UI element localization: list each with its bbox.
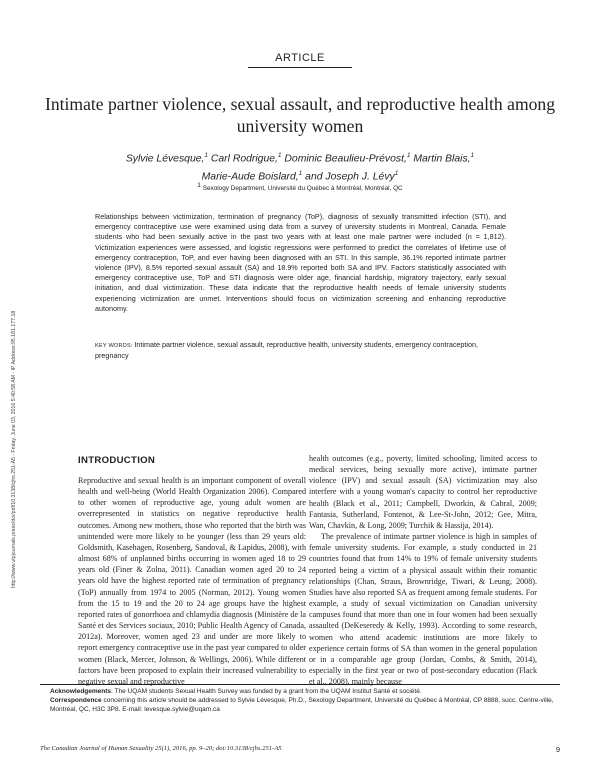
correspondence-note xyxy=(50,696,555,714)
author-affiliation-marker: 1 xyxy=(394,169,399,177)
abstract: Relationships between victimization, termination of pregnancy (ToP), diagnosis of sexually transmitted infection (STI), and emergency contraceptive use were examined using data from a survey of university students in Montreal, Canada. Female students who had been sexually active in the past two years with at least one male partner were included (n = 1,812). Victimization experiences were assessed, and logistic regressions were performed to predict the correlates of lifetime use of emergency contraception, ToP, and ever having been diagnosed with an STI. In this sample, 36.1% reported intimate partner violence (IPV), 8.5% reported sexual assault (SA) and 18.9% reported both SA and IPV. Factors statistically associated with emergency contraceptive use, ToP and STI diagnosis were older age, financial hardship, migratory trajectory, early sexual initiation, and dual victimization. These data indicate that the reproductive health needs of female university students experiencing victimization are unmet. Interventions should focus on victimization screening and enhancing reproductive autonomy. xyxy=(95,212,506,313)
acknowledgements-note xyxy=(50,687,555,696)
header-rule xyxy=(248,67,352,68)
author-line-1 xyxy=(60,149,540,167)
author-name: Martin Blais, xyxy=(410,153,471,165)
keywords-text: Intimate partner violence, sexual assault, reproductive health, university students, emergency contraception, pregnancy xyxy=(95,340,478,361)
acknowledgements-label: Acknowledgements xyxy=(50,688,112,695)
body-column-right xyxy=(309,453,537,687)
body-paragraph: Reproductive and sexual health is an important component of overall health and well-being (World Health Organization 2006). Compared to other women of reproductive age, young adult women are overrepresented in statistics on negative reproductive health outcomes. Among new mothers, those who reported that the birth was unintended were more likely to be younger (less than 29 years old: Goldsmith, Kasehagen, Rosenberg, Sandoval, & Lapidus, 2008), with almost 68% of unplanned births occurring in women aged 18 to 29 years old (Finer & Zolna, 2011). Canadian women aged 20 to 24 years old have the highest reported rate of termination of pregnancy (ToP) annually from 1974 to 2005 (Norman, 2012). Young women from the 15 to 19 and the 20 to 24 age groups have the highest reported rates of gonorrhoea and chlamydia diagnosis (Ministère de la Santé et des Services sociaux, 2010; Public Health Agency of Canada, 2012a). Moreover, women aged 23 and under are more likely to report emergency contraceptive use in the past year compared to older women (Black, Mercer, Johnson, & Wellings, 2006). While different factors have been proposed to explain their increased vulnerability to negative sexual and reproductive xyxy=(78,476,306,686)
download-watermark-text: http://www.utpjournals.press/doi/pdf/10.3138/cjhs.251-A5 - Friday, June 03, 2016 5:40:58 AM - IP Address:95.181.177.18 xyxy=(11,310,17,588)
body-column-left xyxy=(78,475,306,687)
author-name: Marie-Aude Boislard, xyxy=(201,171,299,183)
author-affiliation-marker: 1 xyxy=(298,169,303,177)
paper-title: Intimate partner violence, sexual assault, and reproductive health among university women xyxy=(44,94,556,136)
download-watermark xyxy=(2,190,16,590)
affiliation xyxy=(0,182,600,192)
affiliation-marker: 1 xyxy=(197,182,201,189)
correspondence-text: concerning this article should be addressed to Sylvie Lévesque, Ph.D., Sexology Department, Université du Québec à Montréal, CP 8888, succ. Centre-ville, Montréal, QC, H3C 3P8. E-mail: levesque.sylvie@uqam.ca xyxy=(50,697,554,714)
body-paragraph: health outcomes (e.g., poverty, limited schooling, limited access to medical services, being sexually more active), intimate partner violence (IPV) and sexual assault (SA) victimization may also interfere with a young woman's capacity to control her reproductive health (Black et al., 2011; Campbell, Dworkin, & Cabral, 2009; Fantasia, Sutherland, Fontenot, & Lee-St-John, 2012; Gee, Mitra, Wan, Chavkin, & Long, 2009; Turchik & Hassija, 2014). xyxy=(309,454,537,530)
correspondence-label: Correspondence xyxy=(50,697,102,705)
author-name: and Joseph J. Lévy xyxy=(302,171,395,183)
author-name: Dominic Beaulieu-Prévost, xyxy=(281,153,407,165)
author-name: Carl Rodrigue, xyxy=(208,153,278,165)
page-number: 9 xyxy=(555,745,560,754)
author-list xyxy=(60,149,540,185)
journal-footer: The Canadian Journal of Human Sexuality 25(1), 2016, pp. 9–20; doi:10.3138/cjhs.251-A5 xyxy=(40,745,282,752)
author-affiliation-marker: 1 xyxy=(470,152,475,159)
body-paragraph: The prevalence of intimate partner violence is high in samples of female university students. For example, a study conducted in 21 countries found that from 14% to 19% of female university students reported being a victim of a physical assault within their romantic relationships (Chan, Straus, Brownridge, Tiwari, & Leung, 2008). Studies have also reported SA as frequent among female students. For example, a study of sexual victimization on Canadian university campuses found that more than one in four women had been sexually assaulted (DeKeseredy & Kelly, 1993). According to some research, women who attend academic institutions are more likely to experience certain forms of SA than women in the general population or in a comparable age group (Jordan, Combs, & Smith, 2014), especially in the first year or two of post-secondary education (Flack et al., 2008), mainly because xyxy=(309,532,537,687)
article-type-label: ARTICLE xyxy=(275,52,325,64)
acknowledgements-text: : The UQAM students Sexual Health Survey was funded by a grant from the UQAM Institut Santé et société. xyxy=(111,688,422,695)
section-heading-introduction: INTRODUCTION xyxy=(78,455,156,466)
author-affiliation-marker: 1 xyxy=(204,152,209,159)
footnotes xyxy=(50,687,555,715)
author-affiliation-marker: 1 xyxy=(277,152,282,159)
author-name: Sylvie Lévesque, xyxy=(125,153,205,165)
footnote-rule xyxy=(40,684,560,685)
keywords xyxy=(95,340,506,361)
author-affiliation-marker: 1 xyxy=(406,152,411,159)
affiliation-text: Sexology Department, Université du Québec à Montréal, Montréal, QC xyxy=(200,185,403,193)
keywords-label: KEY WORDS: xyxy=(95,343,135,349)
